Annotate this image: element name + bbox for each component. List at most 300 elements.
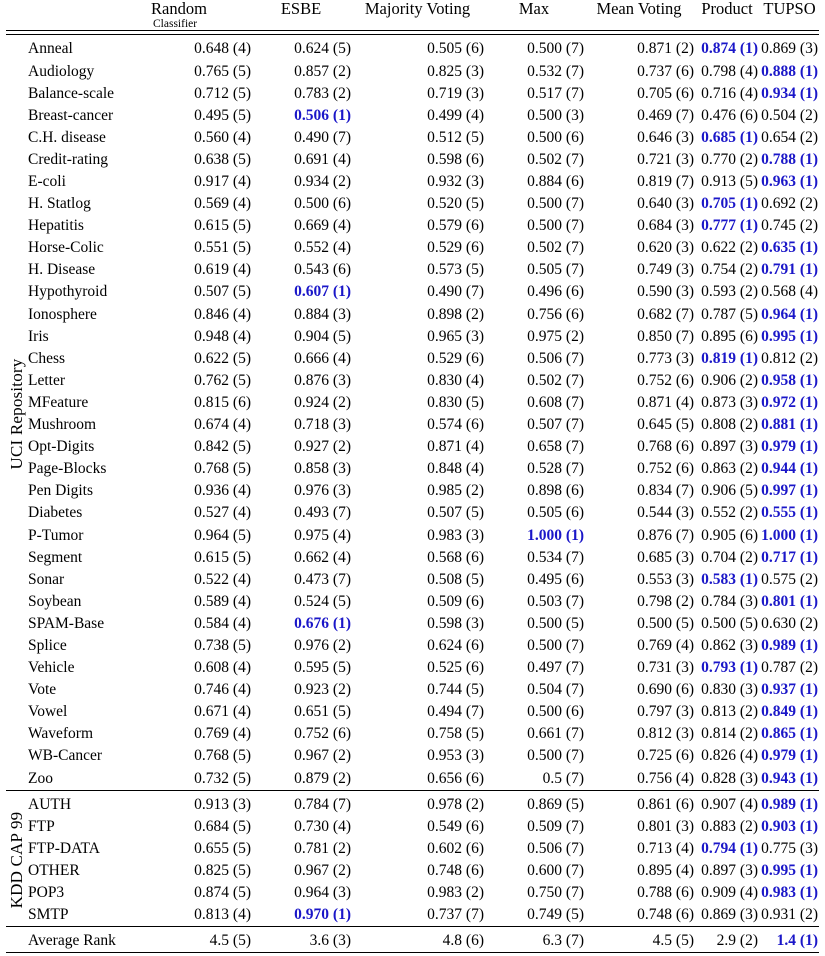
result-value: 0.788 — [637, 884, 673, 902]
result-value: 0.505 — [527, 261, 563, 279]
result-cell — [584, 38, 694, 60]
dataset-name: Vote — [28, 681, 57, 699]
result-cell — [351, 613, 484, 635]
result-cell — [694, 326, 760, 348]
result-rank: (7) — [332, 570, 351, 588]
result-cell — [694, 259, 760, 281]
result-rank: (4) — [232, 416, 251, 434]
result-cell — [151, 215, 251, 237]
result-value: 0.651 — [294, 703, 330, 721]
result-rank: (4) — [739, 747, 758, 765]
result-value: 0.904 — [294, 327, 330, 345]
result-value: 0.857 — [294, 62, 330, 80]
result-rank: (2) — [675, 592, 694, 610]
result-value: 0.983 — [427, 526, 463, 544]
result-cell — [351, 816, 484, 838]
result-cell — [251, 613, 351, 635]
average-rank-cell — [351, 930, 484, 953]
result-cell — [760, 149, 819, 171]
result-cell — [694, 38, 760, 60]
result-value: 0.608 — [527, 393, 563, 411]
result-cell — [251, 679, 351, 701]
result-rank: (5) — [739, 614, 758, 632]
result-cell — [584, 392, 694, 414]
result-value: 0.718 — [294, 416, 330, 434]
result-cell — [584, 525, 694, 547]
table-row — [6, 105, 819, 127]
table-row — [6, 547, 819, 569]
result-value: 0.848 — [427, 460, 463, 478]
result-cell — [584, 679, 694, 701]
result-rank: (6) — [675, 795, 694, 813]
result-rank: (4) — [465, 460, 484, 478]
result-rank: (6) — [675, 884, 694, 902]
result-value: 0.469 — [637, 106, 673, 124]
result-rank: (4) — [332, 349, 351, 367]
result-cell — [694, 392, 760, 414]
result-rank: (5) — [465, 725, 484, 743]
result-value: 0.568 — [761, 283, 797, 301]
result-rank: (5) — [232, 769, 251, 787]
result-rank: (3) — [675, 195, 694, 213]
result-value: 0.903 — [761, 817, 797, 835]
result-rank: (1) — [739, 40, 758, 58]
result-cell — [351, 61, 484, 83]
result-rank: (3) — [739, 681, 758, 699]
result-rank: (7) — [565, 40, 584, 58]
result-cell — [760, 348, 819, 370]
table-row — [6, 414, 819, 436]
result-value: 0.685 — [637, 548, 673, 566]
result-cell — [151, 525, 251, 547]
result-value: 0.584 — [194, 614, 230, 632]
result-rank: (2) — [465, 482, 484, 500]
dataset-name: Waveform — [28, 725, 94, 743]
result-cell — [351, 547, 484, 569]
result-value: 0.517 — [527, 84, 563, 102]
result-cell — [584, 83, 694, 105]
result-value: 0.500 — [527, 614, 563, 632]
result-cell — [251, 591, 351, 613]
result-cell — [584, 105, 694, 127]
result-cell — [351, 149, 484, 171]
result-cell — [351, 259, 484, 281]
result-rank: (2) — [799, 195, 818, 213]
result-value: 0.666 — [294, 349, 330, 367]
result-rank: (3) — [739, 592, 758, 610]
result-rank: (5) — [465, 393, 484, 411]
result-value: 0.575 — [761, 570, 797, 588]
result-cell — [351, 657, 484, 679]
result-rank: (6) — [465, 150, 484, 168]
result-rank: (3) — [675, 817, 694, 835]
result-rank: (6) — [465, 592, 484, 610]
dataset-name: FTP-DATA — [28, 839, 100, 857]
result-rank: (6) — [465, 548, 484, 566]
average-rank-rank: (7) — [565, 932, 584, 950]
result-value: 0.769 — [637, 636, 673, 654]
result-value: 0.508 — [427, 570, 463, 588]
result-value: 0.865 — [761, 725, 797, 743]
result-cell — [251, 904, 351, 927]
result-cell — [484, 635, 584, 657]
result-value: 0.781 — [294, 839, 330, 857]
result-cell — [760, 259, 819, 281]
result-value: 0.495 — [194, 106, 230, 124]
table-row — [6, 569, 819, 591]
result-value: 0.898 — [427, 305, 463, 323]
dataset-name: OTHER — [28, 861, 80, 879]
result-rank: (6) — [332, 261, 351, 279]
result-rank: (1) — [799, 725, 818, 743]
result-rank: (6) — [465, 817, 484, 835]
result-cell — [251, 701, 351, 723]
result-value: 0.826 — [701, 747, 737, 765]
result-value: 0.989 — [761, 636, 797, 654]
result-rank: (6) — [465, 636, 484, 654]
result-cell — [484, 723, 584, 745]
result-value: 0.861 — [637, 795, 673, 813]
average-rank-rank: (5) — [232, 932, 251, 950]
result-rank: (1) — [799, 526, 818, 544]
result-value: 1.000 — [761, 526, 797, 544]
result-cell — [251, 348, 351, 370]
result-value: 0.964 — [194, 526, 230, 544]
result-rank: (5) — [465, 681, 484, 699]
result-rank: (2) — [739, 460, 758, 478]
result-rank: (4) — [232, 592, 251, 610]
result-rank: (7) — [332, 504, 351, 522]
result-cell — [694, 61, 760, 83]
average-rank-rank: (6) — [465, 932, 484, 950]
result-value: 0.756 — [637, 769, 673, 787]
dataset-name: Mushroom — [28, 416, 97, 434]
result-value: 0.791 — [761, 261, 797, 279]
result-cell — [351, 414, 484, 436]
group-label-text: UCI Repository — [6, 358, 26, 470]
result-cell — [760, 392, 819, 414]
result-rank: (2) — [332, 747, 351, 765]
result-value: 0.524 — [294, 592, 330, 610]
result-cell — [760, 105, 819, 127]
result-value: 0.906 — [701, 371, 737, 389]
group-label-kdd-cap-99 — [6, 794, 28, 927]
result-value: 0.783 — [294, 84, 330, 102]
result-value: 0.654 — [761, 128, 797, 146]
result-rank: (3) — [465, 747, 484, 765]
result-rank: (2) — [675, 40, 694, 58]
result-value: 0.906 — [701, 482, 737, 500]
result-cell — [351, 458, 484, 480]
result-cell — [584, 838, 694, 860]
result-value: 0.985 — [427, 482, 463, 500]
result-cell — [584, 591, 694, 613]
result-cell — [151, 882, 251, 904]
result-rank: (3) — [675, 725, 694, 743]
result-value: 0.716 — [701, 84, 737, 102]
result-cell — [351, 171, 484, 193]
result-value: 0.924 — [294, 393, 330, 411]
result-value: 0.624 — [294, 40, 330, 58]
result-cell — [694, 547, 760, 569]
result-rank: (7) — [332, 795, 351, 813]
result-rank: (5) — [565, 795, 584, 813]
result-rank: (3) — [465, 327, 484, 345]
result-cell — [151, 259, 251, 281]
result-rank: (2) — [739, 371, 758, 389]
result-cell — [251, 768, 351, 791]
result-rank: (2) — [739, 261, 758, 279]
result-value: 0.598 — [427, 150, 463, 168]
result-value: 0.913 — [701, 173, 737, 191]
result-value: 0.746 — [194, 681, 230, 699]
dataset-name: Diabetes — [28, 504, 83, 522]
result-rank: (6) — [465, 839, 484, 857]
result-value: 0.731 — [637, 659, 673, 677]
result-rank: (5) — [332, 40, 351, 58]
result-rank: (5) — [332, 703, 351, 721]
result-value: 0.812 — [637, 725, 673, 743]
result-rank: (7) — [565, 393, 584, 411]
result-cell — [694, 105, 760, 127]
result-value: 0.895 — [637, 861, 673, 879]
result-cell — [484, 193, 584, 215]
result-rank: (5) — [232, 106, 251, 124]
result-rank: (7) — [675, 482, 694, 500]
table-row — [6, 701, 819, 723]
result-value: 0.493 — [294, 504, 330, 522]
result-rank: (5) — [739, 305, 758, 323]
result-cell — [251, 259, 351, 281]
result-rank: (3) — [232, 795, 251, 813]
result-cell — [694, 838, 760, 860]
result-rank: (2) — [332, 438, 351, 456]
result-value: 0.615 — [194, 548, 230, 566]
result-rank: (6) — [675, 906, 694, 924]
result-rank: (6) — [465, 416, 484, 434]
result-value: 0.888 — [761, 62, 797, 80]
result-rank: (4) — [232, 504, 251, 522]
result-cell — [760, 127, 819, 149]
group-label-text: KDD CAP 99 — [6, 811, 26, 909]
result-cell — [151, 149, 251, 171]
table-body — [6, 35, 819, 956]
result-cell — [251, 480, 351, 502]
result-cell — [484, 370, 584, 392]
result-cell — [584, 613, 694, 635]
result-rank: (4) — [232, 327, 251, 345]
result-cell — [584, 61, 694, 83]
result-value: 0.500 — [527, 106, 563, 124]
dataset-name: Chess — [28, 349, 66, 367]
result-cell — [584, 458, 694, 480]
result-cell — [584, 149, 694, 171]
result-rank: (2) — [739, 548, 758, 566]
result-rank: (3) — [332, 884, 351, 902]
result-rank: (4) — [232, 482, 251, 500]
result-value: 0.509 — [527, 817, 563, 835]
result-rank: (4) — [465, 438, 484, 456]
result-value: 0.909 — [701, 884, 737, 902]
result-value: 0.983 — [427, 884, 463, 902]
result-value: 0.748 — [427, 861, 463, 879]
result-cell — [694, 701, 760, 723]
result-rank: (1) — [799, 150, 818, 168]
result-cell — [151, 591, 251, 613]
result-value: 0.979 — [761, 438, 797, 456]
result-rank: (1) — [739, 659, 758, 677]
result-rank: (6) — [565, 504, 584, 522]
result-value: 0.583 — [701, 570, 737, 588]
result-cell — [760, 745, 819, 767]
table-row — [6, 794, 819, 816]
result-value: 0.793 — [701, 659, 737, 677]
result-cell — [151, 768, 251, 791]
result-value: 0.923 — [294, 681, 330, 699]
result-cell — [760, 326, 819, 348]
result-value: 0.593 — [701, 283, 737, 301]
result-value: 0.682 — [637, 305, 673, 323]
result-rank: (2) — [332, 173, 351, 191]
result-cell — [251, 326, 351, 348]
average-rank-label: Average Rank — [28, 932, 116, 950]
result-rank: (4) — [332, 217, 351, 235]
result-cell — [251, 745, 351, 767]
result-rank: (4) — [232, 128, 251, 146]
result-rank: (1) — [799, 62, 818, 80]
result-value: 0.494 — [427, 703, 463, 721]
result-rank: (7) — [565, 725, 584, 743]
result-rank: (5) — [232, 371, 251, 389]
result-rank: (2) — [565, 327, 584, 345]
result-cell — [484, 414, 584, 436]
result-rank: (7) — [565, 681, 584, 699]
table-row — [6, 458, 819, 480]
result-value: 0.500 — [701, 614, 737, 632]
result-cell — [251, 193, 351, 215]
result-value: 0.801 — [637, 817, 673, 835]
result-value: 0.858 — [294, 460, 330, 478]
result-value: 0.879 — [294, 769, 330, 787]
result-cell — [484, 679, 584, 701]
result-value: 0.873 — [701, 393, 737, 411]
result-rank: (6) — [465, 217, 484, 235]
result-value: 0.871 — [427, 438, 463, 456]
table-row — [6, 281, 819, 303]
result-cell — [151, 348, 251, 370]
result-value: 0.600 — [527, 861, 563, 879]
result-rank: (7) — [565, 150, 584, 168]
result-cell — [484, 838, 584, 860]
result-rank: (2) — [739, 725, 758, 743]
result-value: 0.725 — [637, 747, 673, 765]
result-value: 0.645 — [637, 416, 673, 434]
result-cell — [584, 794, 694, 816]
result-cell — [584, 414, 694, 436]
header-row — [6, 0, 819, 31]
result-rank: (6) — [332, 195, 351, 213]
result-cell — [484, 768, 584, 791]
result-rank: (3) — [675, 548, 694, 566]
result-cell — [351, 569, 484, 591]
result-rank: (7) — [565, 261, 584, 279]
result-value: 0.500 — [294, 195, 330, 213]
result-rank: (3) — [675, 659, 694, 677]
result-value: 0.732 — [194, 769, 230, 787]
result-rank: (5) — [232, 150, 251, 168]
average-rank-cell — [251, 930, 351, 953]
result-value: 0.504 — [527, 681, 563, 699]
result-value: 0.828 — [701, 769, 737, 787]
result-rank: (1) — [332, 106, 351, 124]
result-rank: (2) — [332, 393, 351, 411]
result-cell — [151, 83, 251, 105]
result-value: 0.512 — [427, 128, 463, 146]
result-rank: (4) — [232, 570, 251, 588]
result-value: 0.502 — [527, 371, 563, 389]
result-rank: (6) — [465, 239, 484, 257]
result-rank: (3) — [332, 460, 351, 478]
result-cell — [694, 860, 760, 882]
result-cell — [351, 38, 484, 60]
result-rank: (5) — [232, 460, 251, 478]
result-cell — [351, 768, 484, 791]
dataset-name: Anneal — [28, 40, 73, 58]
result-value: 0.995 — [761, 327, 797, 345]
result-rank: (4) — [332, 817, 351, 835]
result-value: 0.797 — [637, 703, 673, 721]
result-value: 0.500 — [527, 128, 563, 146]
result-value: 0.549 — [427, 817, 463, 835]
result-value: 0.595 — [294, 659, 330, 677]
result-value: 0.897 — [701, 438, 737, 456]
result-rank: (3) — [675, 703, 694, 721]
result-cell — [584, 370, 694, 392]
result-cell — [151, 193, 251, 215]
table-row — [6, 193, 819, 215]
dataset-name: Hypothyroid — [28, 283, 108, 301]
result-rank: (5) — [332, 592, 351, 610]
result-cell — [584, 882, 694, 904]
result-value: 0.745 — [761, 217, 797, 235]
result-rank: (6) — [565, 283, 584, 301]
result-cell — [760, 569, 819, 591]
result-value: 0.814 — [701, 725, 737, 743]
result-rank: (7) — [565, 636, 584, 654]
result-value: 0.876 — [294, 371, 330, 389]
average-rank-cell — [151, 930, 251, 953]
table-row — [6, 237, 819, 259]
dataset-name: H. Statlog — [28, 195, 91, 213]
result-cell — [151, 569, 251, 591]
result-rank: (1) — [799, 460, 818, 478]
result-cell — [484, 794, 584, 816]
result-value: 0.825 — [194, 861, 230, 879]
result-rank: (3) — [332, 305, 351, 323]
result-value: 0.495 — [527, 570, 563, 588]
result-rank: (1) — [799, 261, 818, 279]
result-cell — [251, 304, 351, 326]
dataset-name: Breast-cancer — [28, 106, 114, 124]
result-rank: (5) — [675, 614, 694, 632]
result-cell — [584, 904, 694, 927]
result-cell — [584, 657, 694, 679]
result-rank: (1) — [799, 795, 818, 813]
result-cell — [694, 613, 760, 635]
result-value: 0.784 — [701, 592, 737, 610]
result-value: 0.640 — [637, 195, 673, 213]
average-rank-cell — [760, 930, 819, 953]
